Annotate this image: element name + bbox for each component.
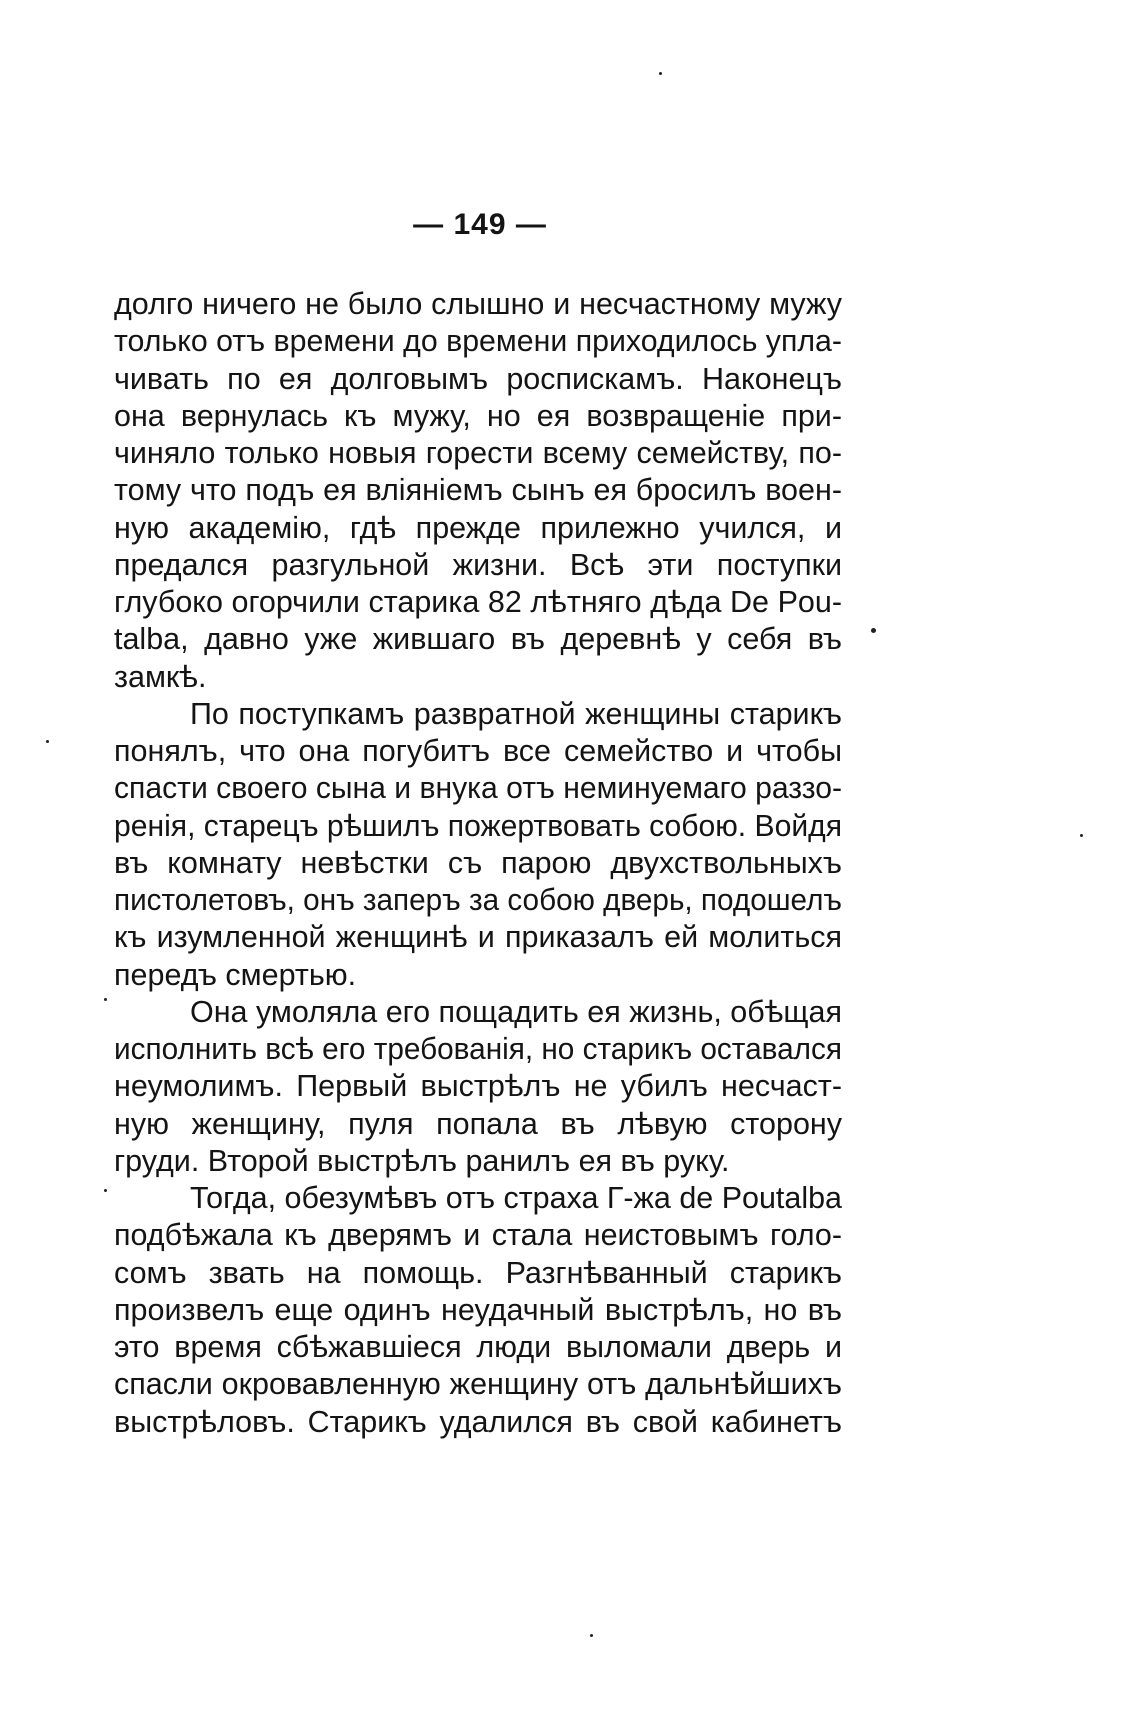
scan-speck — [104, 998, 107, 1001]
text-line: произвелъ еще одинъ неудачный выстрѣлъ, но въ — [114, 1292, 842, 1327]
text-line: замкѣ. — [114, 659, 207, 694]
text-line: глубоко огорчили старика 82 лѣтняго дѣда De Pou- — [114, 585, 842, 619]
text-line: спасли окровавленную женщину отъ дальнѣйшихъ — [114, 1367, 842, 1402]
text-line: ную академію, гдѣ прежде прилежно учился, и — [114, 510, 842, 545]
scan-speck — [659, 72, 662, 75]
text-line: подбѣжала къ дверямъ и стала неистовымъ голо- — [114, 1218, 842, 1253]
text-line: тому что подъ ея вліяніемъ сынъ ея бросилъ воен- — [114, 473, 842, 508]
text-line: ренія, старецъ рѣшилъ пожертвовать собою. Войдя — [114, 808, 842, 843]
text-line: ную женщину, пуля попала въ лѣвую сторону — [114, 1106, 842, 1141]
text-line: сомъ звать на помощь. Разгнѣванный старикъ — [114, 1255, 842, 1290]
text-line: чивать по ея долговымъ роспискамъ. Наконецъ — [114, 361, 842, 396]
text-line: чиняло только новыя горести всему семейству, по- — [114, 436, 842, 470]
text-line: пистолетовъ, онъ заперъ за собою дверь, подошелъ — [114, 883, 842, 917]
text-line: выстрѣловъ. Старикъ удалился въ свой кабинетъ — [114, 1404, 842, 1439]
text-line: talba, давно уже жившаго въ деревнѣ у себя въ — [114, 622, 842, 657]
text-line: исполнить всѣ его требованія, но старикъ оставался — [114, 1032, 842, 1066]
scan-speck — [46, 740, 49, 743]
text-line: неумолимъ. Первый выстрѣлъ не убилъ несчаст- — [114, 1069, 842, 1104]
text-line: въ комнату невѣстки съ парою двухствольныхъ — [114, 845, 842, 880]
text-line: Тогда, обезумѣвъ отъ страха Г-жа de Poutalba — [189, 1181, 843, 1215]
text-line: долго ничего не было слышно и несчастному мужу — [114, 287, 842, 321]
page-number: — 149 — — [413, 208, 547, 241]
text-line: предался разгульной жизни. Всѣ эти поступки — [114, 547, 842, 582]
text-line: это время сбѣжавшіеся люди выломали дверь и — [114, 1330, 842, 1364]
text-line: только отъ времени до времени приходилось упла- — [114, 324, 842, 359]
scan-speck — [1080, 834, 1083, 837]
text-line: спасти своего сына и внука отъ неминуемаго раззо- — [114, 771, 842, 806]
text-line: она вернулась къ мужу, но ея возвращеніе при- — [114, 398, 842, 433]
text-line: груди. Второй выстрѣлъ ранилъ ея въ руку. — [114, 1143, 730, 1178]
text-line: передъ смертью. — [114, 957, 357, 992]
text-line: къ изумленной женщинѣ и приказалъ ей молиться — [114, 920, 842, 955]
body-text — [114, 286, 842, 1441]
text-line: Она умоляла его пощадить ея жизнь, обѣщая — [189, 994, 843, 1029]
scan-speck — [590, 1634, 593, 1637]
scan-speck — [871, 628, 876, 633]
text-line: понялъ, что она погубитъ все семейство и чтобы — [114, 734, 842, 768]
scan-speck — [104, 1189, 107, 1192]
text-line: По поступкамъ развратной женщины старикъ — [190, 696, 842, 731]
